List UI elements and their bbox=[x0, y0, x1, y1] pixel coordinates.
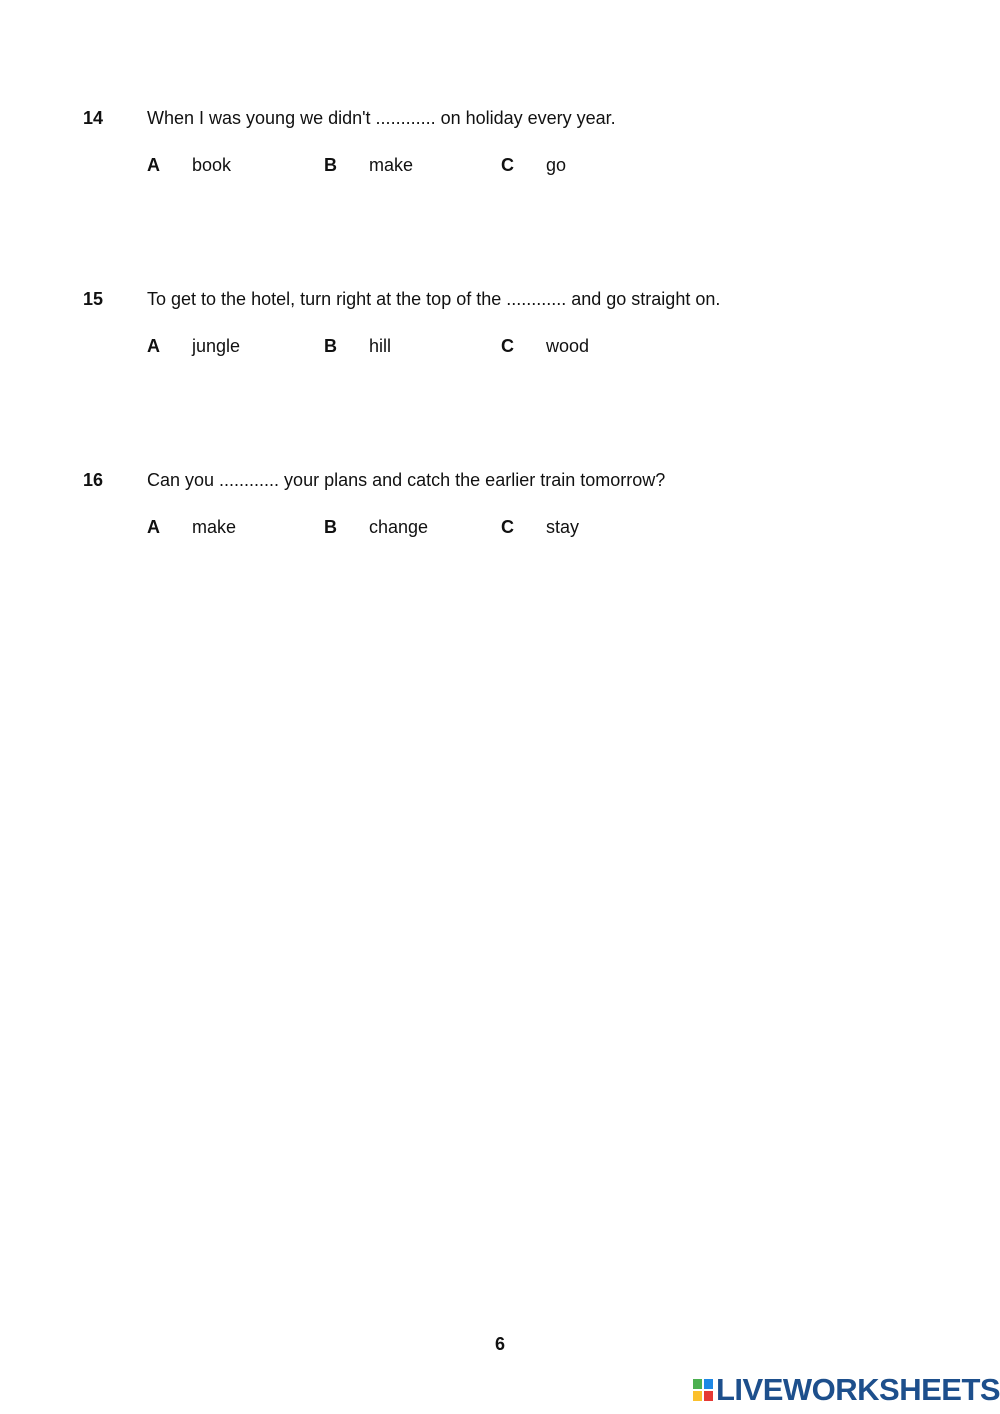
question-number: 14 bbox=[83, 108, 104, 128]
option-word: jungle bbox=[192, 336, 241, 356]
option-word: go bbox=[546, 155, 567, 175]
page-number: 6 bbox=[494, 1334, 505, 1354]
option-letter: A bbox=[147, 517, 160, 537]
question-15 bbox=[0, 288, 1000, 368]
option-letter: B bbox=[324, 517, 337, 537]
option-letter: B bbox=[324, 155, 337, 175]
question-14 bbox=[0, 107, 1000, 187]
option-letter: C bbox=[501, 336, 514, 356]
option-letter: B bbox=[324, 336, 337, 356]
option-word: change bbox=[369, 517, 429, 537]
option-letter: A bbox=[147, 336, 160, 356]
option-letter: C bbox=[501, 155, 514, 175]
question-text: To get to the hotel, turn right at the top of the ............ and go straight on. bbox=[147, 289, 721, 309]
option-letter: C bbox=[501, 517, 514, 537]
brand-name: LIVEWORKSHEETS bbox=[716, 1372, 1000, 1407]
option-word: make bbox=[369, 155, 414, 175]
question-text: When I was young we didn't ............ on holiday every year. bbox=[147, 108, 616, 128]
logo-square-yellow bbox=[692, 1390, 703, 1402]
question-number: 16 bbox=[83, 470, 104, 490]
question-number: 15 bbox=[83, 289, 104, 309]
question-16 bbox=[0, 469, 1000, 549]
option-letter: A bbox=[147, 155, 160, 175]
logo-square-blue bbox=[703, 1378, 714, 1390]
option-word: stay bbox=[546, 517, 580, 537]
option-word: book bbox=[192, 155, 232, 175]
option-word: wood bbox=[546, 336, 590, 356]
logo-square-green bbox=[692, 1378, 703, 1390]
brand-footer[interactable] bbox=[692, 1374, 1000, 1406]
liveworksheets-logo-icon bbox=[692, 1378, 714, 1402]
question-text: Can you ............ your plans and catch the earlier train tomorrow? bbox=[147, 470, 666, 490]
option-word: make bbox=[192, 517, 237, 537]
logo-square-red bbox=[703, 1390, 714, 1402]
option-word: hill bbox=[369, 336, 392, 356]
